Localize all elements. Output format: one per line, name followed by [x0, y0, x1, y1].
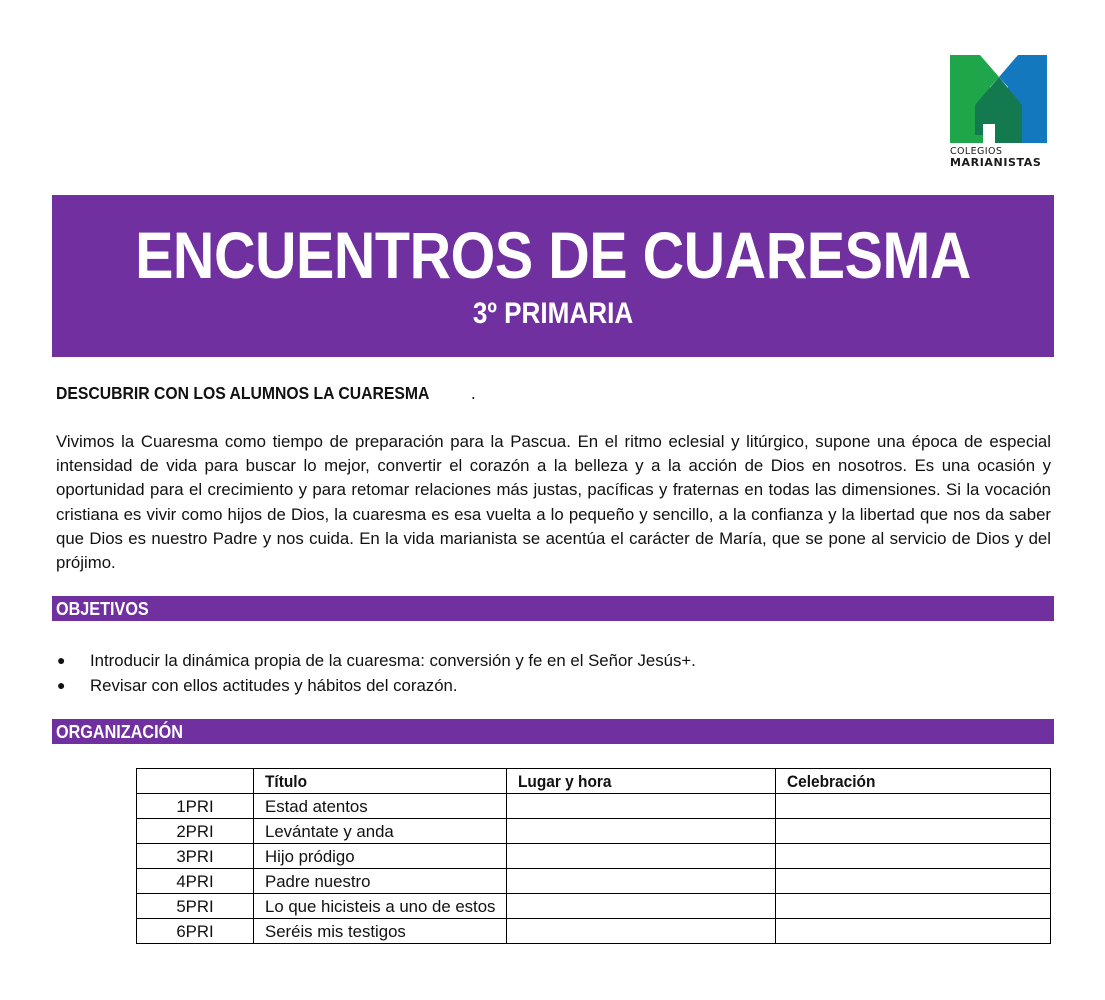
intro-paragraph: Vivimos la Cuaresma como tiempo de preparación para la Pascua. En el ritmo eclesial y litúrgico, supone una época de especial intensidad de vida para buscar lo mejor, convertir el corazón a la belleza y a la acción de Dios en nosotros. Es una ocasión y oportunidad para el crecimiento y para retomar relaciones más justas, pacíficas y fraternas en todas las dimensiones. Si la vocación cristiana es vivir como hijos de Dios, la cuaresma es esa vuelta a lo pequeño y sencillo, a la confianza y la libertad que nos da saber que Dios es nuestro Padre y nos cuida. En la vida marianista se acentúa el carácter de María, que se pone al servicio de Dios y del prójimo.: [56, 432, 1051, 573]
table-row: [137, 844, 1051, 869]
cell-code: 6PRI: [137, 919, 254, 944]
list-item: [56, 673, 696, 698]
logo-line-2: MARIANISTAS: [950, 156, 1042, 169]
page-title: ENCUENTROS DE CUARESMA: [135, 218, 971, 292]
cell-title: Lo que hicisteis a uno de estos: [254, 894, 507, 919]
cell-celebration[interactable]: [776, 844, 1051, 869]
col-header-celebration: Celebración: [776, 769, 1051, 794]
cell-place-time[interactable]: [507, 844, 776, 869]
cell-place-time[interactable]: [507, 794, 776, 819]
cell-place-time[interactable]: [507, 894, 776, 919]
table-row: [137, 894, 1051, 919]
cell-celebration[interactable]: [776, 869, 1051, 894]
cell-title: Estad atentos: [254, 794, 507, 819]
cell-title: Padre nuestro: [254, 869, 507, 894]
organization-table: [136, 768, 1051, 944]
logo-line-1: COLEGIOS: [950, 146, 1003, 157]
cell-title: Hijo pródigo: [254, 844, 507, 869]
objectives-heading: OBJETIVOS: [56, 599, 149, 619]
cell-place-time[interactable]: [507, 819, 776, 844]
cell-celebration[interactable]: [776, 894, 1051, 919]
bullet-icon: ●: [57, 677, 66, 693]
objective-text: Introducir la dinámica propia de la cuaresma: conversión y fe en el Señor Jesús+.: [90, 651, 696, 670]
lead-bold: DESCUBRIR CON LOS ALUMNOS LA CUARESMA: [56, 383, 430, 403]
cell-title: Seréis mis testigos: [254, 919, 507, 944]
cell-celebration[interactable]: [776, 794, 1051, 819]
organization-section-bar: [52, 719, 1054, 744]
bullet-icon: ●: [57, 652, 66, 668]
col-header-place-time: Lugar y hora: [507, 769, 776, 794]
table-header-row: [137, 769, 1051, 794]
table-row: [137, 919, 1051, 944]
cell-code: 4PRI: [137, 869, 254, 894]
cell-place-time[interactable]: [507, 919, 776, 944]
cell-place-time[interactable]: [507, 869, 776, 894]
cell-title: Levántate y anda: [254, 819, 507, 844]
colegios-marianistas-logo: [950, 55, 1048, 170]
objectives-section-bar: [52, 596, 1054, 621]
objective-text: Revisar con ellos actitudes y hábitos del corazón.: [90, 676, 458, 695]
title-banner: [52, 195, 1054, 357]
logo-m-house-icon: [950, 55, 1048, 145]
cell-code: 1PRI: [137, 794, 254, 819]
table-row: [137, 794, 1051, 819]
cell-code: 5PRI: [137, 894, 254, 919]
col-header-code: [137, 769, 254, 794]
table-row: [137, 869, 1051, 894]
cell-code: 3PRI: [137, 844, 254, 869]
cell-celebration[interactable]: [776, 919, 1051, 944]
organization-heading: ORGANIZACIÓN: [56, 722, 183, 742]
lead-tail: .: [470, 383, 476, 403]
col-header-title: Título: [254, 769, 507, 794]
table-row: [137, 819, 1051, 844]
cell-celebration[interactable]: [776, 819, 1051, 844]
cell-code: 2PRI: [137, 819, 254, 844]
objectives-list: [56, 648, 696, 698]
page-subtitle: 3º PRIMARIA: [472, 297, 634, 330]
list-item: [56, 648, 696, 673]
lead-heading: [56, 382, 476, 404]
